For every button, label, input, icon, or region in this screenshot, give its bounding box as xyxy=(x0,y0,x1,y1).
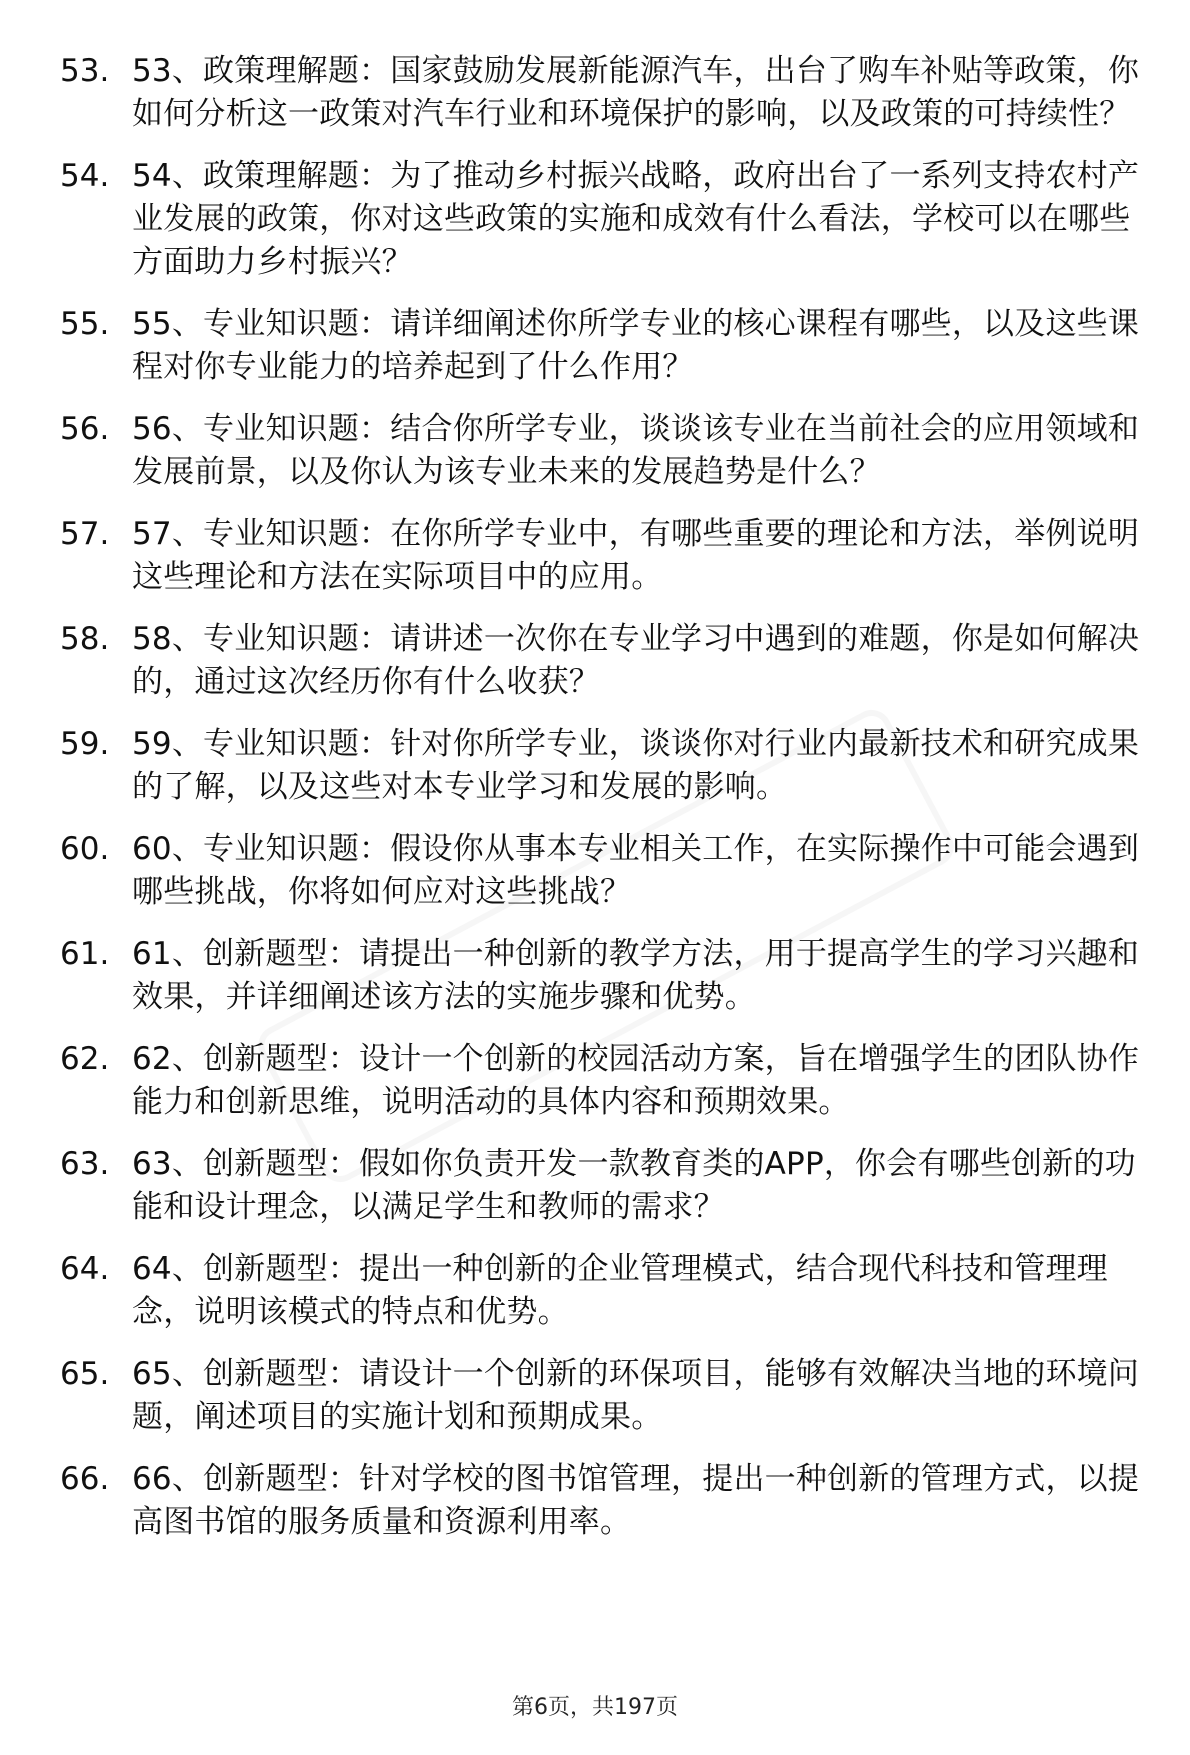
list-item xyxy=(60,303,1150,389)
list-item xyxy=(60,618,1150,704)
item-number: 60. xyxy=(60,831,110,867)
list-item xyxy=(60,50,1150,136)
item-number: 64. xyxy=(60,1251,110,1287)
item-text: 59、专业知识题：针对你所学专业，谈谈你对行业内最新技术和研究成果的了解，以及这些对本专业学习和发展的影响。 xyxy=(132,726,1140,805)
list-item xyxy=(60,1458,1150,1544)
item-number: 61. xyxy=(60,936,110,972)
list-item xyxy=(60,1353,1150,1439)
item-text: 64、创新题型：提出一种创新的企业管理模式，结合现代科技和管理理念，说明该模式的特点和优势。 xyxy=(132,1251,1108,1330)
item-number: 59. xyxy=(60,726,110,762)
item-number: 62. xyxy=(60,1041,110,1077)
item-text: 53、政策理解题：国家鼓励发展新能源汽车，出台了购车补贴等政策，你如何分析这一政策对汽车行业和环境保护的影响，以及政策的可持续性？ xyxy=(132,53,1140,132)
list-item xyxy=(60,723,1150,809)
item-text: 60、专业知识题：假设你从事本专业相关工作，在实际操作中可能会遇到哪些挑战，你将如何应对这些挑战？ xyxy=(132,831,1140,910)
item-number: 63. xyxy=(60,1146,110,1182)
list-item xyxy=(60,408,1150,494)
page-footer: 第6页，共197页 xyxy=(512,1695,678,1720)
item-text: 55、专业知识题：请详细阐述你所学专业的核心课程有哪些，以及这些课程对你专业能力的培养起到了什么作用？ xyxy=(132,306,1140,385)
list-item xyxy=(60,1038,1150,1124)
item-text: 66、创新题型：针对学校的图书馆管理，提出一种创新的管理方式，以提高图书馆的服务质量和资源利用率。 xyxy=(132,1461,1140,1540)
item-text: 61、创新题型：请提出一种创新的教学方法，用于提高学生的学习兴趣和效果，并详细阐述该方法的实施步骤和优势。 xyxy=(132,936,1140,1015)
list-item xyxy=(60,1248,1150,1334)
item-number: 58. xyxy=(60,621,110,657)
question-list xyxy=(60,50,1150,1563)
item-number: 66. xyxy=(60,1461,110,1497)
list-item xyxy=(60,933,1150,1019)
item-text: 65、创新题型：请设计一个创新的环保项目，能够有效解决当地的环境问题，阐述项目的实施计划和预期成果。 xyxy=(132,1356,1140,1435)
item-number: 56. xyxy=(60,411,110,447)
list-item xyxy=(60,513,1150,599)
item-number: 53. xyxy=(60,53,110,89)
list-item xyxy=(60,155,1150,284)
list-item xyxy=(60,1143,1150,1229)
item-text: 63、创新题型：假如你负责开发一款教育类的APP，你会有哪些创新的功能和设计理念，以满足学生和教师的需求？ xyxy=(132,1146,1136,1225)
item-text: 62、创新题型：设计一个创新的校园活动方案，旨在增强学生的团队协作能力和创新思维，说明活动的具体内容和预期效果。 xyxy=(132,1041,1140,1120)
list-item xyxy=(60,828,1150,914)
item-number: 65. xyxy=(60,1356,110,1392)
item-text: 57、专业知识题：在你所学专业中，有哪些重要的理论和方法，举例说明这些理论和方法在实际项目中的应用。 xyxy=(132,516,1140,595)
item-text: 54、政策理解题：为了推动乡村振兴战略，政府出台了一系列支持农村产业发展的政策，你对这些政策的实施和成效有什么看法，学校可以在哪些方面助力乡村振兴？ xyxy=(132,158,1140,280)
item-number: 54. xyxy=(60,158,110,194)
item-text: 56、专业知识题：结合你所学专业，谈谈该专业在当前社会的应用领域和发展前景，以及你认为该专业未来的发展趋势是什么？ xyxy=(132,411,1140,490)
item-number: 55. xyxy=(60,306,110,342)
item-text: 58、专业知识题：请讲述一次你在专业学习中遇到的难题，你是如何解决的，通过这次经历你有什么收获？ xyxy=(132,621,1140,700)
item-number: 57. xyxy=(60,516,110,552)
